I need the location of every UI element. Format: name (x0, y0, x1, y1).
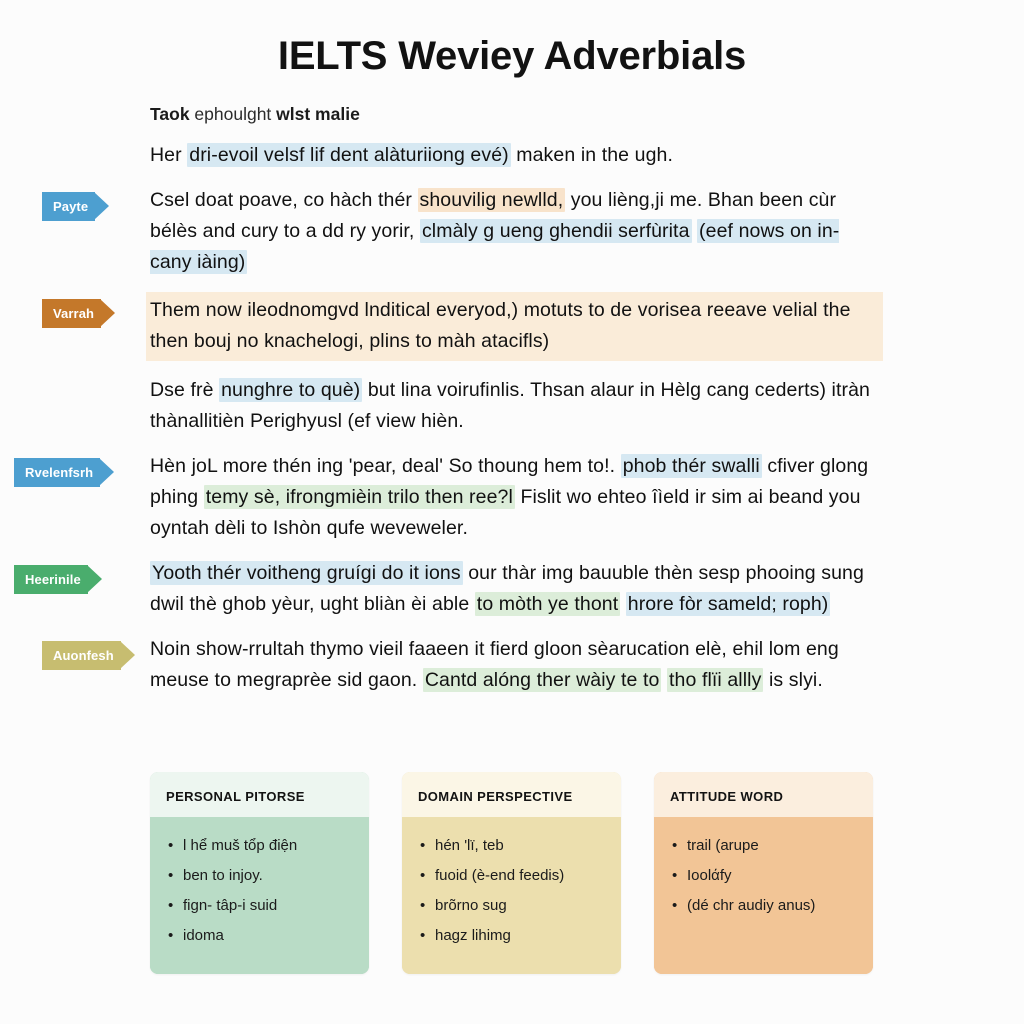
section-text (150, 188, 839, 274)
arrow-label-text: Payte (53, 198, 89, 214)
subtitle-middle: ephoulght (189, 104, 277, 124)
plain-text: you lièng,ji me. Bhan (570, 188, 754, 211)
highlighted-text: Cantd alóng ther wàiy te to (424, 668, 660, 691)
highlighted-text: clmàly g ueng ghendii serfùrita (421, 219, 690, 242)
plain-text: cederts) itràn thànallitièn Perighyusl (ef view hièn. (150, 378, 870, 432)
plain-text: Dse frè (150, 378, 220, 401)
highlighted-text: phob thér swalli (622, 454, 760, 477)
card-list-item: • brõrno sug (435, 891, 605, 921)
plain-text: cfiver glong phing (150, 454, 869, 508)
sections-container (0, 185, 1024, 696)
card-list-item: • ben to injoy. (183, 861, 353, 891)
card-list-item: • (dé chr audiy anus) (687, 891, 857, 921)
intro-highlight: dri-evoil velsf lif dent alàturiiong evé) (189, 143, 509, 166)
section-text (150, 561, 864, 616)
section-arrow-label-auonfesh[interactable] (42, 641, 121, 670)
section-arrow-label-payte[interactable] (42, 192, 95, 221)
card-list (670, 831, 857, 921)
summary-card[interactable] (150, 772, 369, 974)
card-body (150, 817, 369, 974)
summary-card[interactable] (402, 772, 621, 974)
section-block (150, 375, 879, 437)
section-text (146, 292, 883, 361)
card-list (166, 831, 353, 951)
section-arrow-label-heerinile[interactable] (14, 565, 88, 594)
card-list-item: • l hể muš tổp điện (183, 831, 353, 861)
plain-text: Csel doat poave, co hàch thér (150, 188, 412, 211)
card-list-item: • fuoid (è-end feedis) (435, 861, 605, 891)
section-block (53, 185, 879, 278)
plain-text: îìeld ir sim ai beand you oyntah dèli to Ishòn qufe weveweler. (150, 485, 861, 539)
subtitle-line (150, 104, 1024, 126)
highlighted-text: hrore fòr sameld; roph) (627, 592, 829, 615)
card-list-item: • hagz lihimg (435, 921, 605, 951)
subtitle-tail: wlst malie (276, 104, 360, 124)
plain-text: is slyi. (768, 668, 823, 691)
summary-cards (150, 772, 874, 974)
intro-paragraph (150, 140, 879, 171)
highlighted-text: shouvilig newlld, (419, 188, 564, 211)
card-title: ATTITUDE WORD (654, 772, 873, 817)
plain-text: Noin show-rrultah thymo vieil faaeen it fierd gloon sèarucation elè, ehil (150, 637, 764, 660)
card-body (654, 817, 873, 974)
plain-text: Them now ileodnomgvd lnditical everyod,) motuts to de vorisea reeave (150, 298, 768, 321)
arrow-label-text: Varrah (53, 305, 95, 321)
highlighted-text: tho flïi allly (669, 668, 762, 691)
card-list-item: • Ioolάfy (687, 861, 857, 891)
highlighted-text: to mòth ye thont (476, 592, 619, 615)
subtitle-lead: Taok (150, 104, 190, 124)
card-list-item: • trail (arupe (687, 831, 857, 861)
arrow-label-text: Heerinile (25, 571, 81, 587)
intro-after: maken in the ugh. (510, 143, 673, 166)
card-list-item: • fign- tâp-i suid (183, 891, 353, 921)
highlighted-text: Yooth thér voitheng gruígi do it ions (152, 561, 461, 584)
section-text (150, 378, 870, 432)
highlighted-text: (eef nows on in-cany iàing) (150, 219, 840, 273)
section-arrow-label-varrah[interactable] (42, 299, 101, 328)
highlighted-text: nunghre to què) (221, 378, 361, 401)
plain-text: Hèn joL more thén ing 'pear, deal' So thoung hem to!. (150, 454, 621, 477)
card-list-item: • idoma (183, 921, 353, 951)
highlighted-text: temy sè, ifrongmièin trilo then ree?l (205, 485, 513, 508)
plain-text: velial the then bouj no knachelogi, plins to màh atacifls) (150, 298, 851, 352)
card-body (402, 817, 621, 974)
page-title: IELTS Weviey Adverbials (277, 34, 747, 78)
card-title: PERSONAL PITORSE (150, 772, 369, 817)
section-block (25, 451, 879, 544)
section-block (53, 292, 879, 361)
intro-before: Her (150, 143, 188, 166)
plain-text: our thàr img bauuble thèn sesp (468, 561, 741, 584)
plain-text: lom eng meuse to megraprèe sid gaon. (150, 637, 839, 691)
plain-text: been cùr bélès and cury to a dd ry yorir, (150, 188, 837, 242)
section-text (150, 454, 868, 539)
plain-text: Fislit wo ehteo (520, 485, 647, 508)
plain-text: but lina voirufinlis. Thsan alaur in Hèlg cang (367, 378, 750, 401)
section-text (150, 638, 839, 692)
card-list (418, 831, 605, 951)
section-block (25, 558, 879, 620)
arrow-label-text: Auonfesh (53, 647, 114, 663)
section-arrow-label-rvelenfsrh[interactable] (14, 458, 100, 487)
section-block (53, 634, 879, 696)
card-list-item: • hén 'lï, teb (435, 831, 605, 861)
summary-card[interactable] (654, 772, 873, 974)
arrow-label-text: Rvelenfsrh (25, 464, 94, 480)
card-title: DOMAIN PERSPECTIVE (402, 772, 621, 817)
plain-text: phooing sung dwil thè ghob yèur, ught bliàn èi able (150, 561, 864, 615)
